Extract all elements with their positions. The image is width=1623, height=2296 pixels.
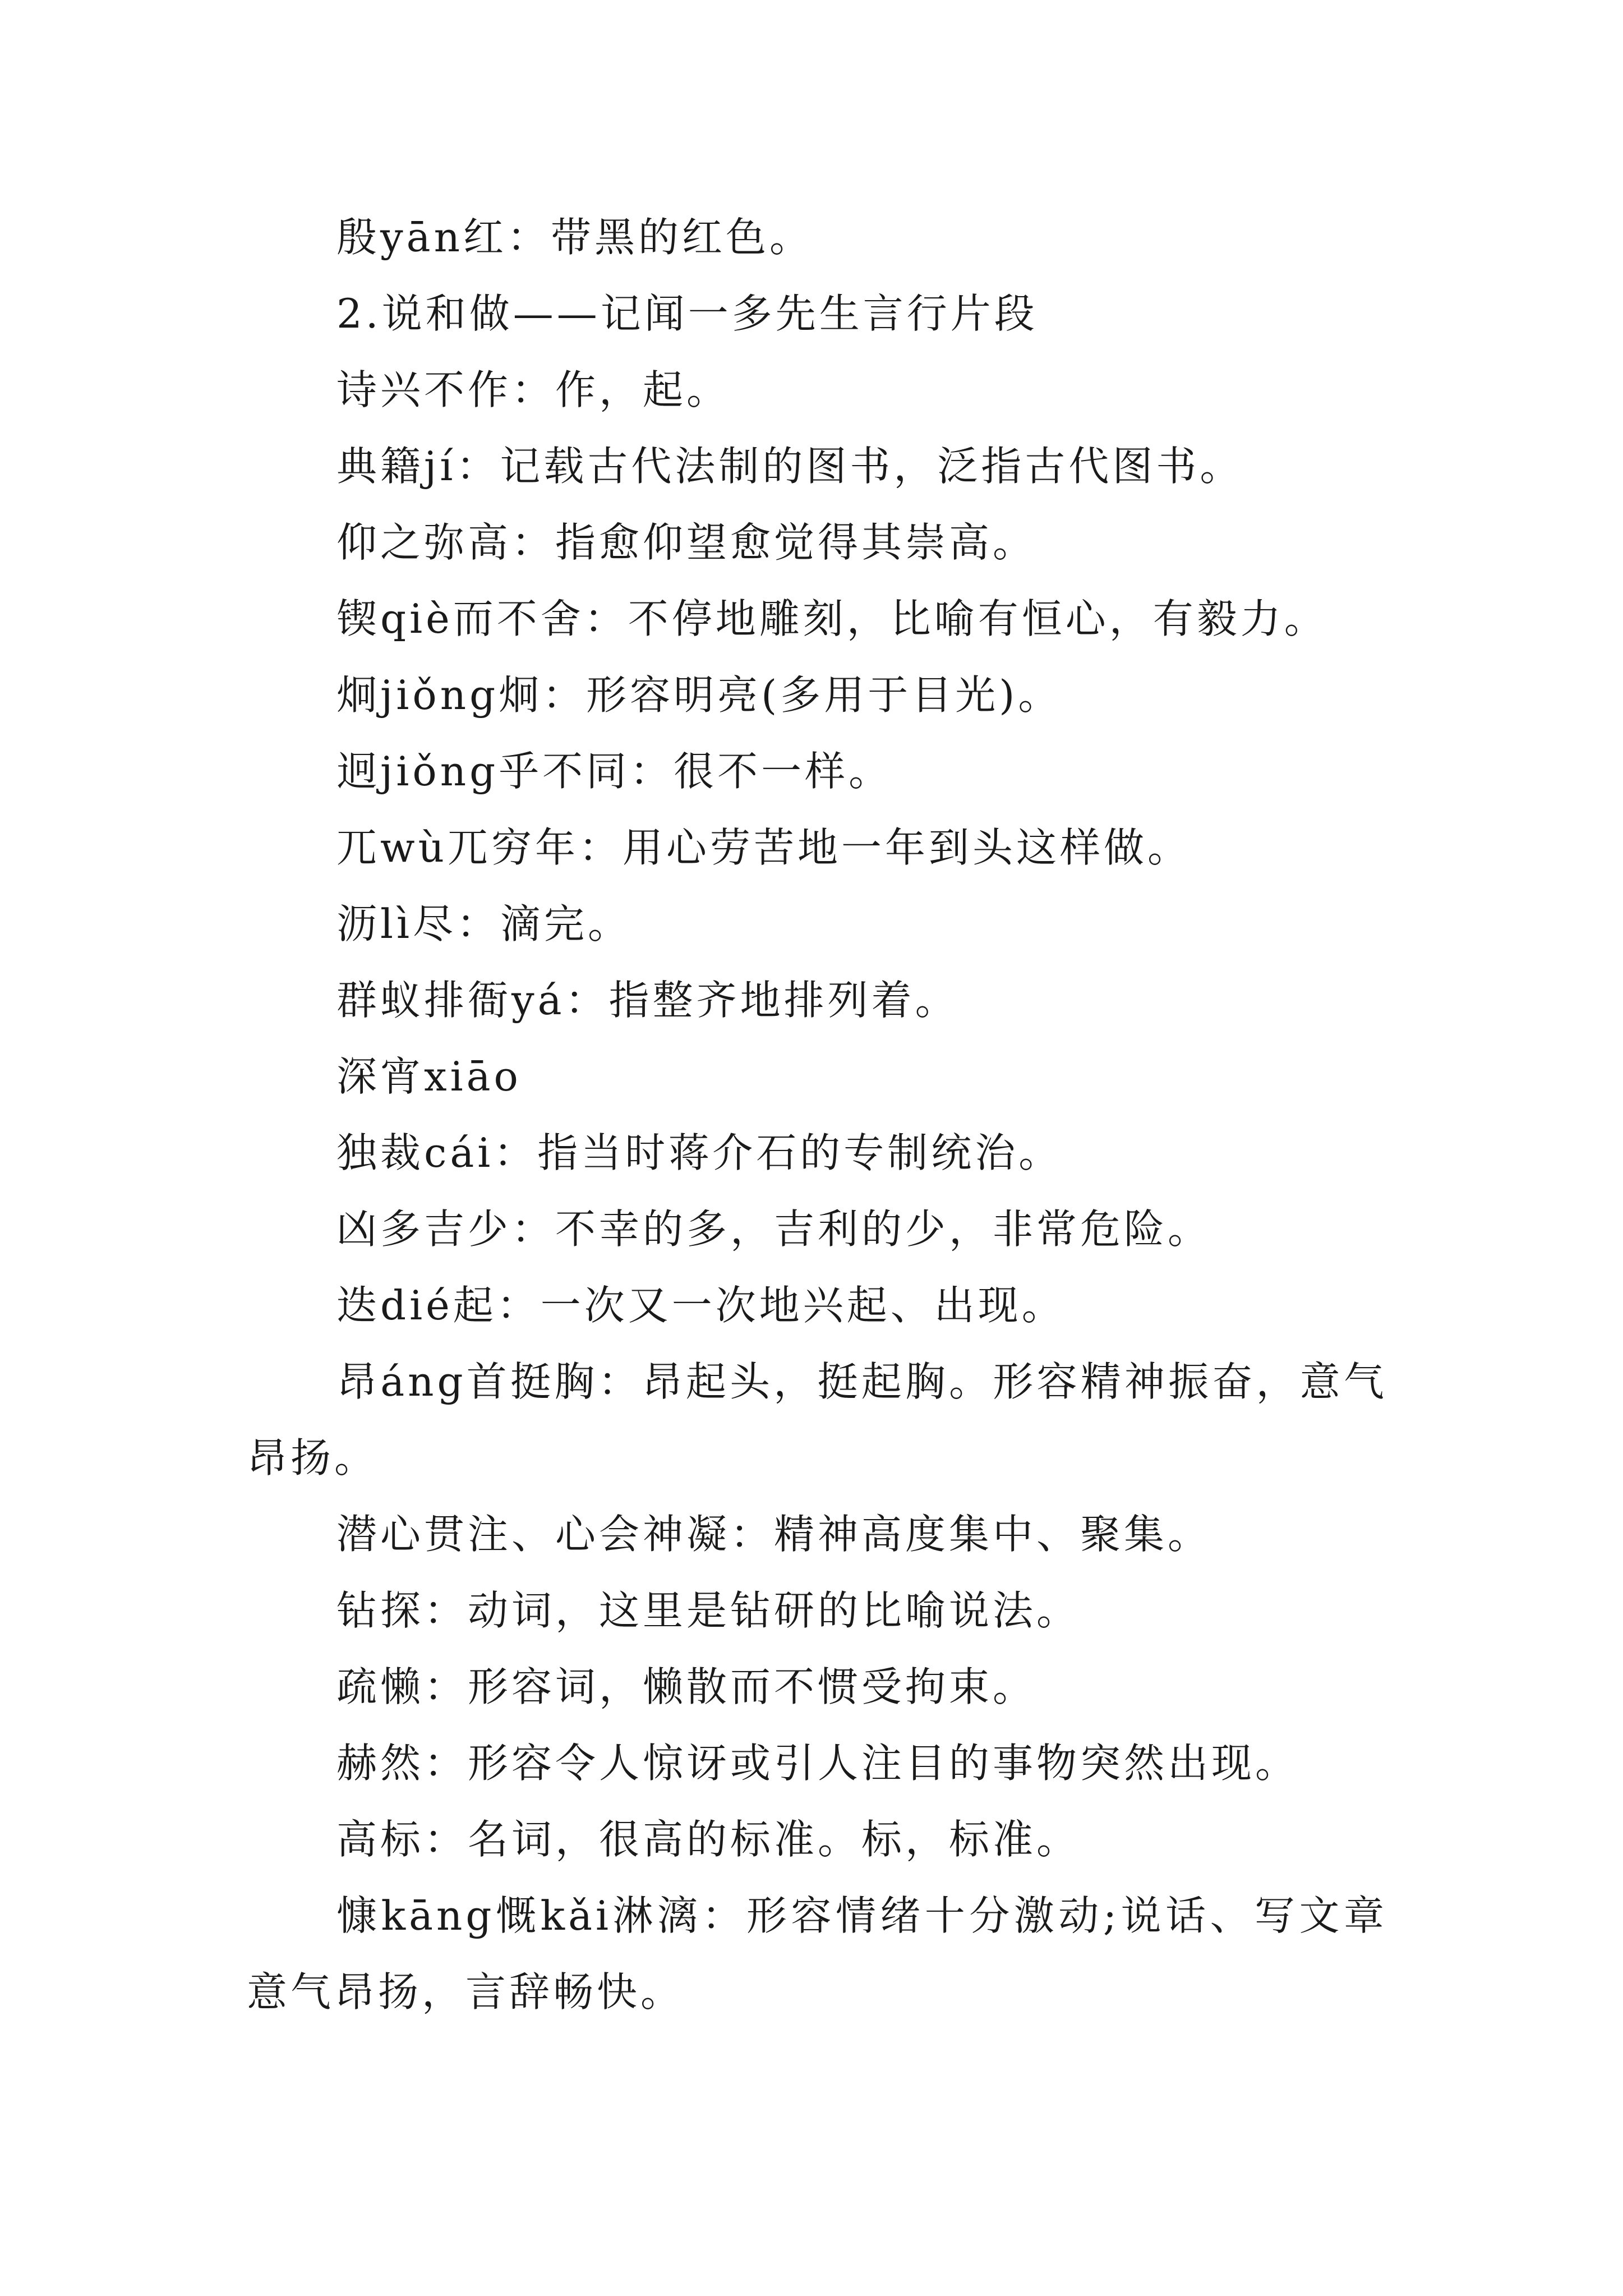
text-line: 殷yān红：带黑的红色。 (336, 214, 813, 261)
text-line: 独裁cái：指当时蒋介石的专制统治。 (336, 1129, 1063, 1176)
text-line: 沥lì尽：滴完。 (336, 900, 632, 947)
text-line: 潜心贯注、心会神凝：精神高度集中、聚集。 (336, 1511, 1212, 1558)
text-line: 典籍jí：记载古代法制的图书，泛指古代图书。 (336, 443, 1244, 490)
text-line: 迥jiǒng乎不同：很不一样。 (336, 748, 893, 795)
text-line: 兀wù兀穷年：用心劳苦地一年到头这样做。 (336, 824, 1192, 871)
text-line: 深宵xiāo (336, 1053, 522, 1100)
text-line: 凶多吉少：不幸的多，吉利的少，非常危险。 (336, 1205, 1212, 1253)
text-line: 仰之弥高：指愈仰望愈觉得其崇高。 (336, 519, 1037, 566)
text-line: 疏懒：形容词，懒散而不惯受拘束。 (336, 1663, 1037, 1710)
text-line: 钻探：动词，这里是钻研的比喻说法。 (336, 1587, 1081, 1634)
text-line: 高标：名词，很高的标准。标，标准。 (336, 1816, 1081, 1863)
text-paragraph: 慷kāng慨kǎi淋漓：形容情绪十分激动;说话、写文章意气昂扬，言辞畅快。 (247, 1892, 1387, 2016)
text-line: 炯jiǒng炯：形容明亮(多用于目光)。 (336, 671, 1062, 719)
text-line: 诗兴不作：作，起。 (336, 366, 731, 413)
text-line: 迭dié起：一次又一次地兴起、出现。 (336, 1282, 1066, 1329)
section-heading: 2.说和做——记闻一多先生言行片段 (336, 290, 1038, 337)
text-line: 赫然：形容令人惊讶或引人注目的事物突然出现。 (336, 1740, 1299, 1787)
text-line: 群蚁排衙yá：指整齐地排列着。 (336, 977, 959, 1024)
text-line: 锲qiè而不舍：不停地雕刻，比喻有恒心，有毅力。 (336, 595, 1328, 642)
text-paragraph: 昂áng首挺胸：昂起头，挺起胸。形容精神振奋，意气昂扬。 (247, 1358, 1387, 1481)
